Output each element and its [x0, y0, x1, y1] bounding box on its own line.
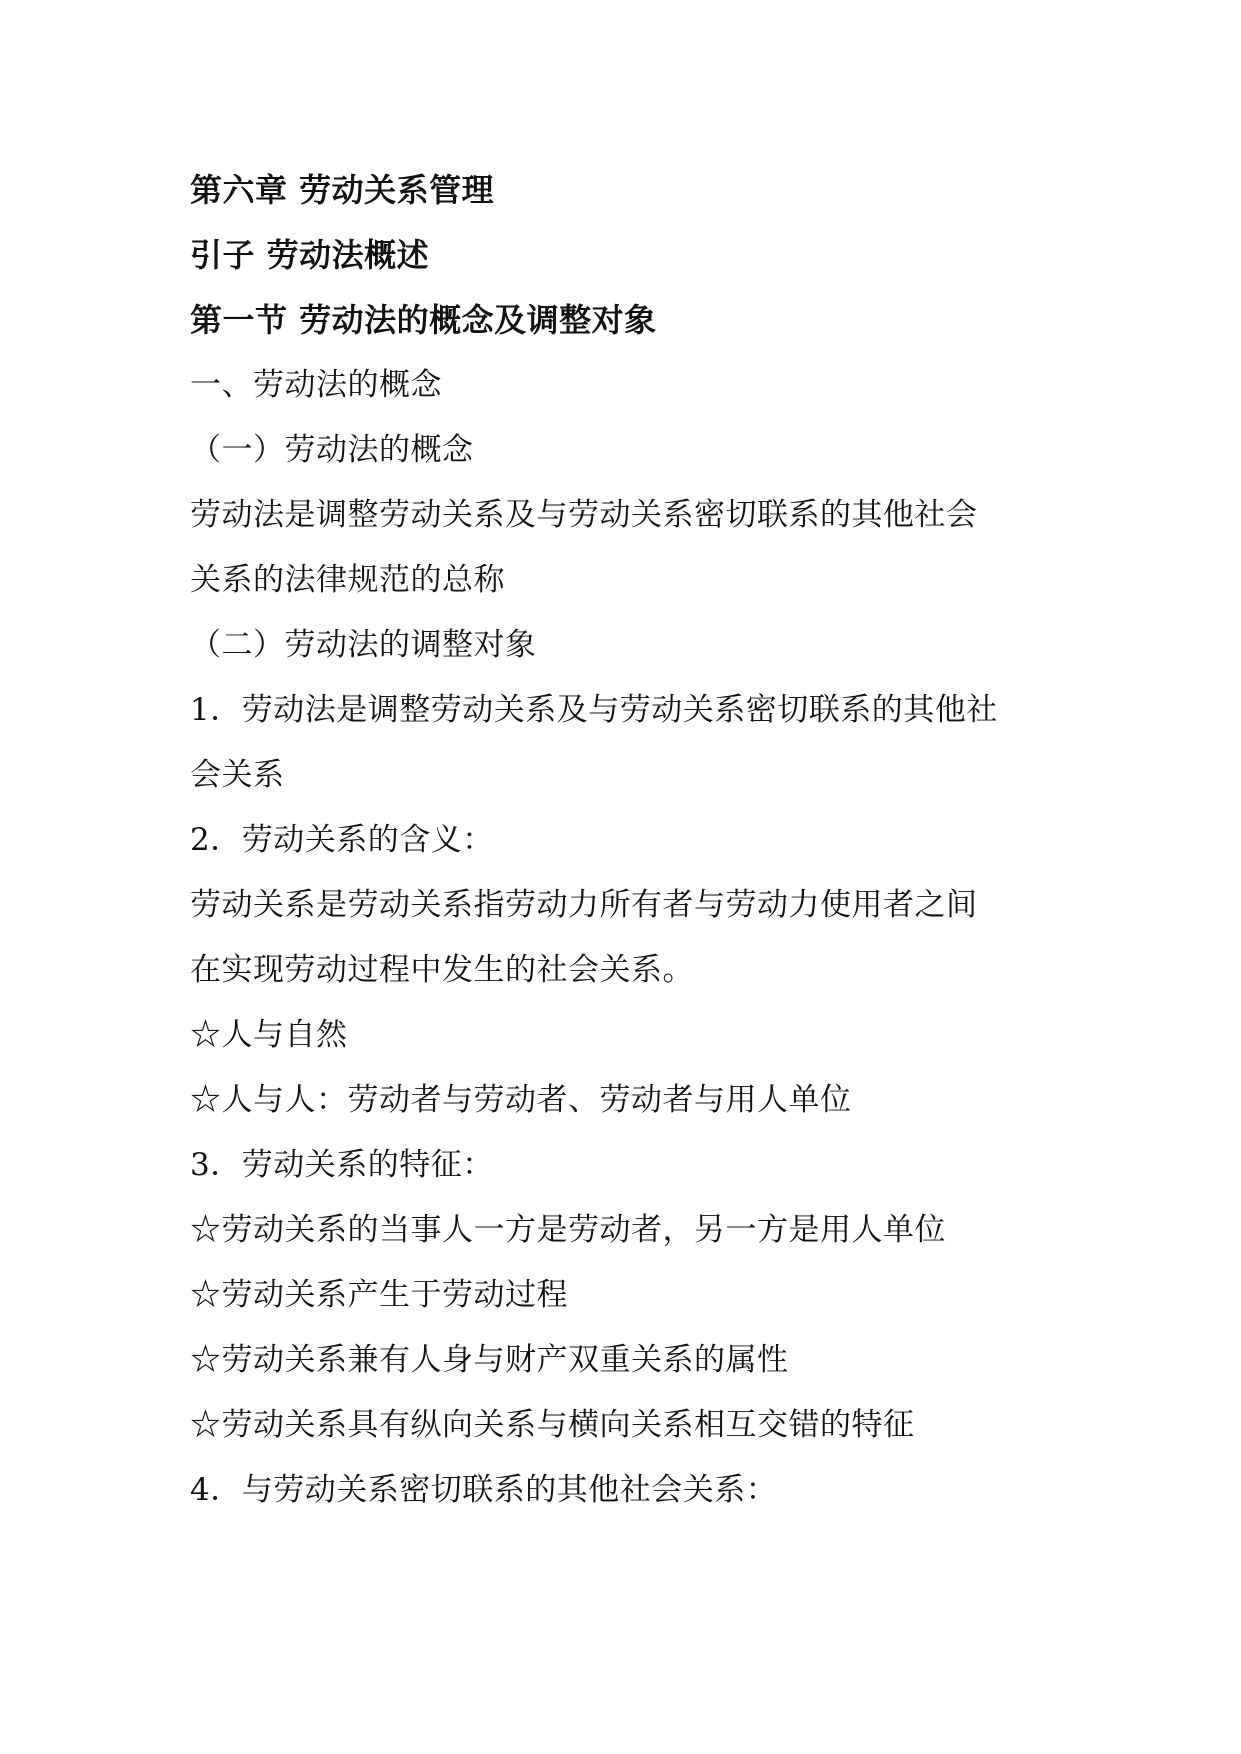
feature-process: ☆劳动关系产生于劳动过程: [190, 1277, 568, 1313]
item-3-heading: 3．劳动关系的特征：: [190, 1147, 494, 1183]
document-content: [190, 158, 1090, 1523]
item-4-heading: 4．与劳动关系密切联系的其他社会关系：: [190, 1472, 778, 1508]
heading-concept: 一、劳动法的概念: [190, 367, 442, 403]
labor-relation-definition-line-1: 劳动关系是劳动关系指劳动力所有者与劳动力使用者之间: [190, 887, 978, 923]
star-item-human-human: ☆人与人：劳动者与劳动者、劳动者与用人单位: [190, 1082, 852, 1118]
chapter-title: 第六章 劳动关系管理: [190, 171, 495, 209]
intro-title: 引子 劳动法概述: [190, 236, 430, 274]
definition-line-2: 关系的法律规范的总称: [190, 562, 505, 598]
subheading-adjustment-object: （二）劳动法的调整对象: [190, 627, 537, 663]
definition-line-1: 劳动法是调整劳动关系及与劳动关系密切联系的其他社会: [190, 497, 978, 533]
feature-dual-property: ☆劳动关系兼有人身与财产双重关系的属性: [190, 1342, 789, 1378]
labor-relation-definition-line-2: 在实现劳动过程中发生的社会关系。: [190, 952, 694, 988]
item-1-line-2: 会关系: [190, 757, 285, 793]
subheading-concept: （一）劳动法的概念: [190, 432, 474, 468]
item-1-line-1: 1．劳动法是调整劳动关系及与劳动关系密切联系的其他社: [190, 692, 998, 728]
section-title: 第一节 劳动法的概念及调整对象: [190, 301, 657, 339]
item-2-heading: 2．劳动关系的含义：: [190, 822, 494, 858]
star-item-human-nature: ☆人与自然: [190, 1017, 348, 1053]
feature-parties: ☆劳动关系的当事人一方是劳动者，另一方是用人单位: [190, 1212, 946, 1248]
feature-vertical-horizontal: ☆劳动关系具有纵向关系与横向关系相互交错的特征: [190, 1407, 915, 1443]
